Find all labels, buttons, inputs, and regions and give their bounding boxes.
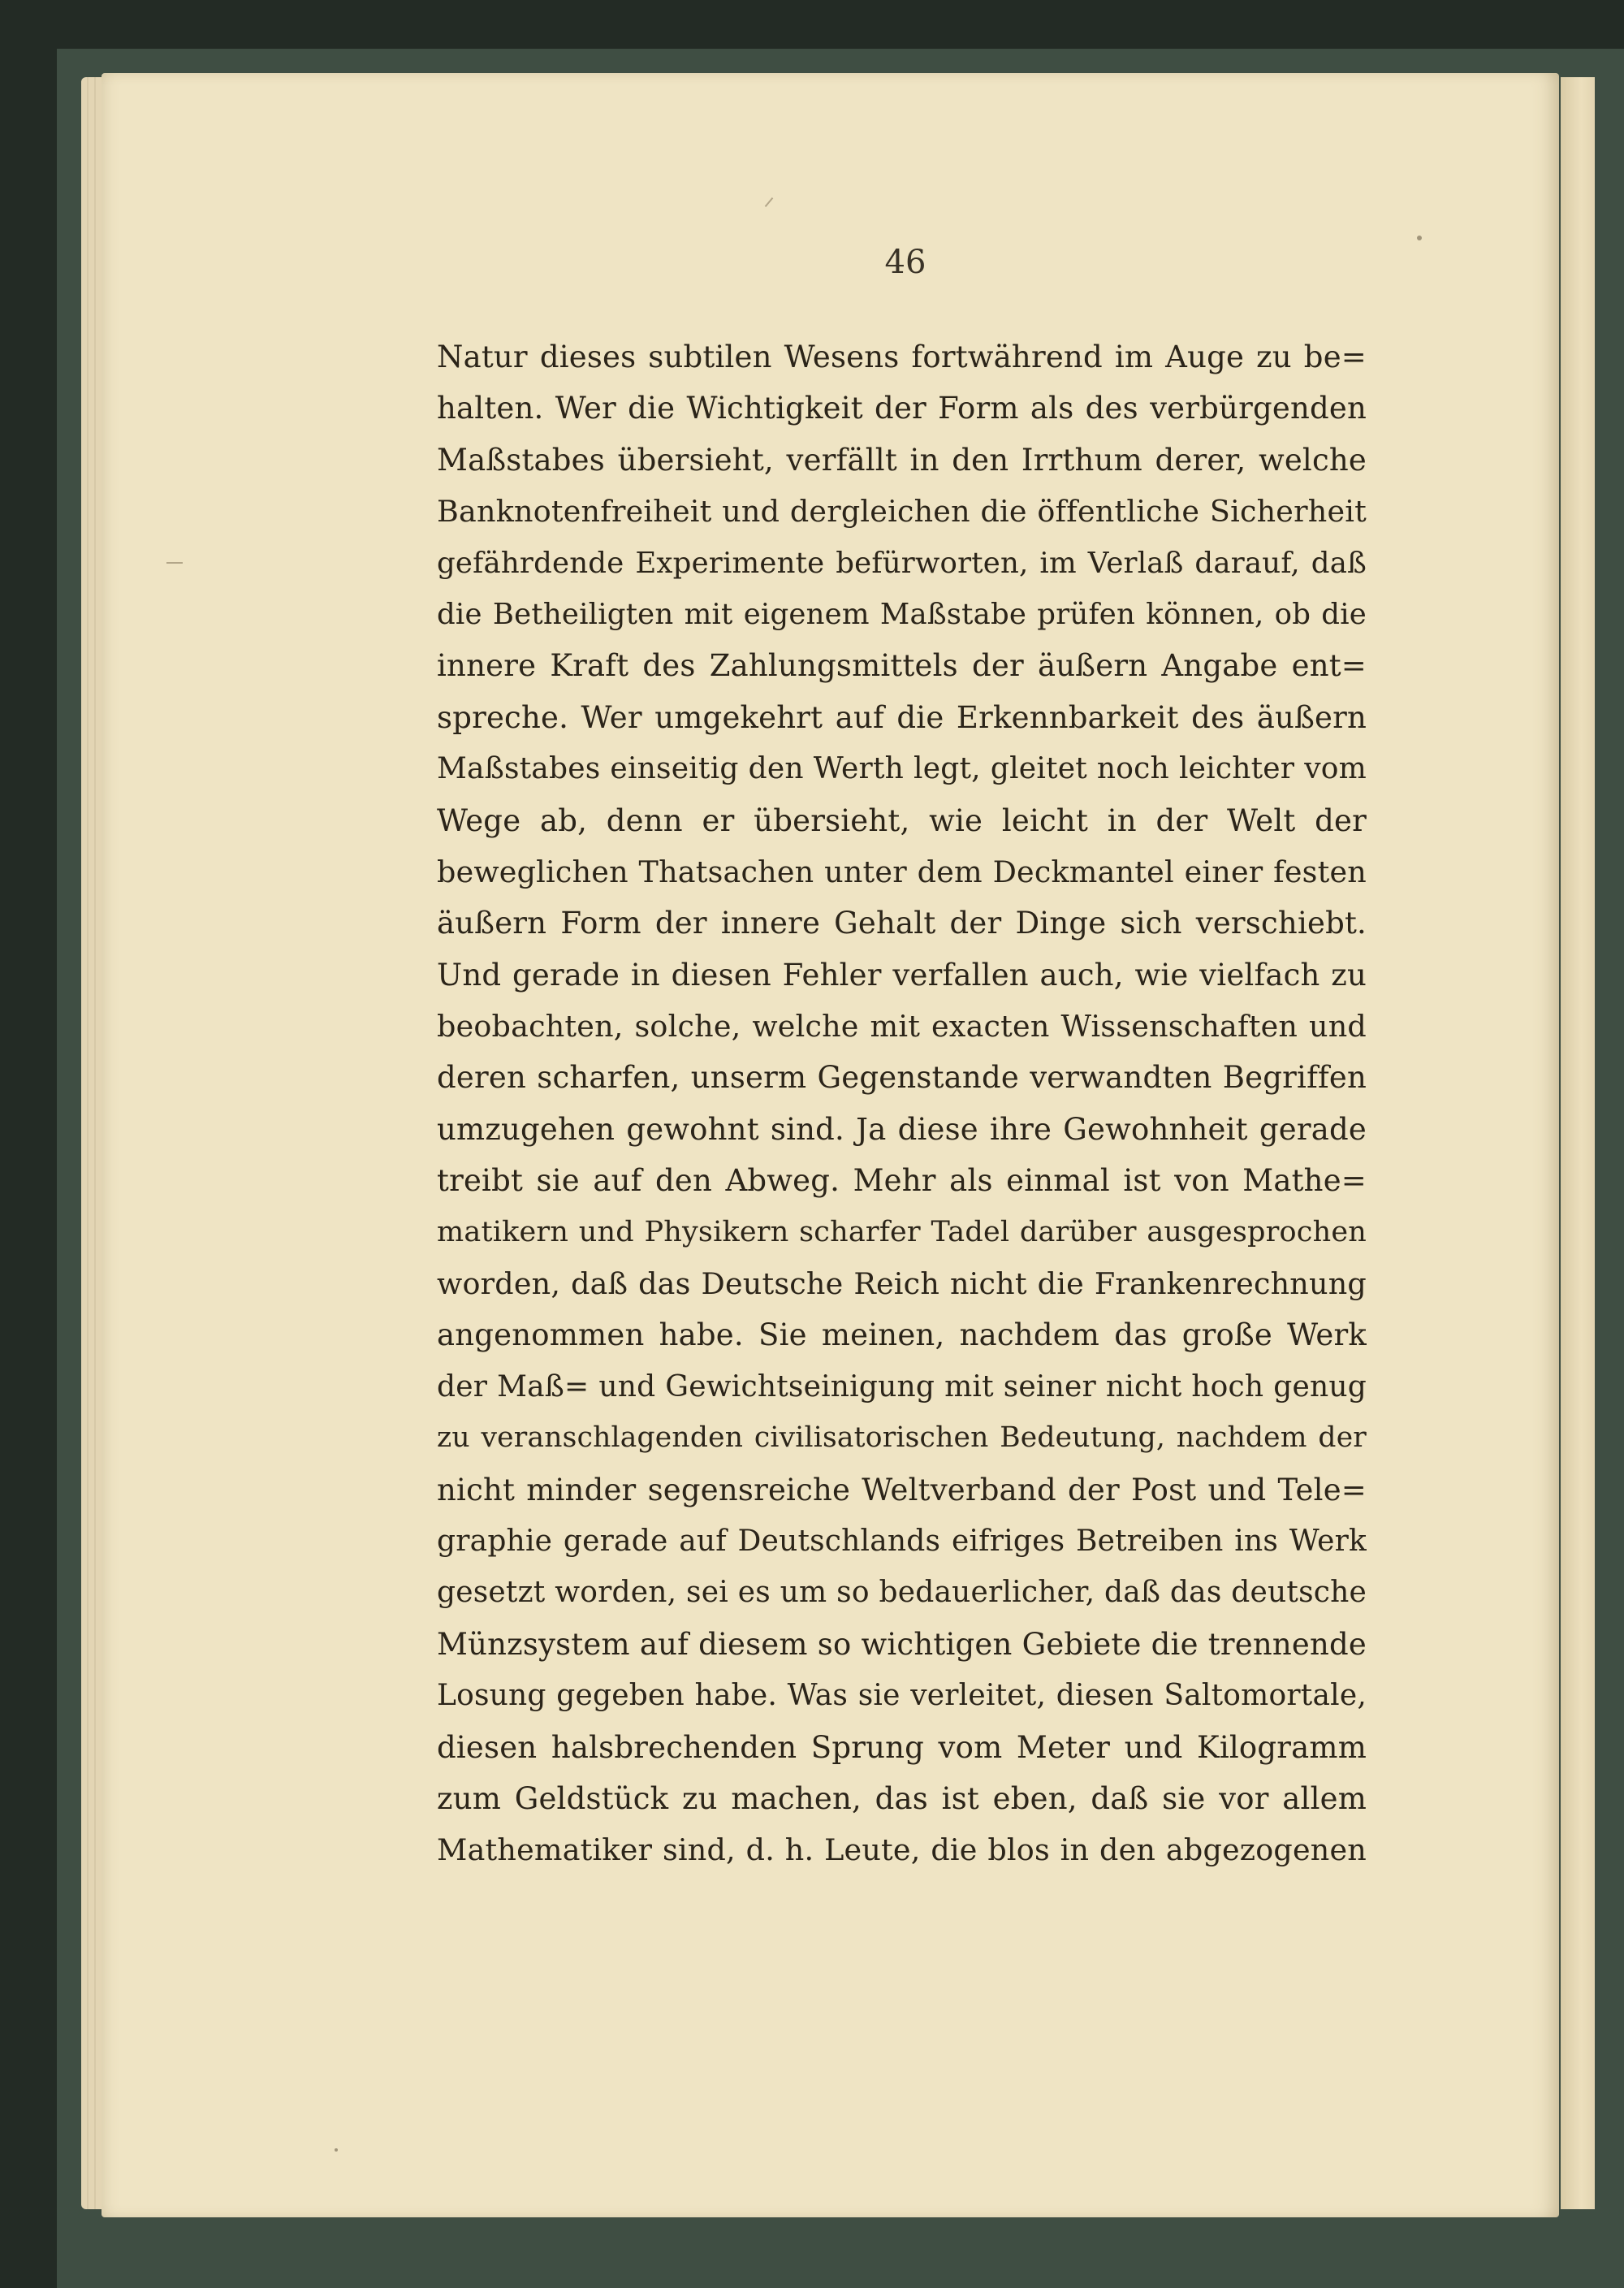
text-line: Und gerade in diesen Fehler verfallen auch, wie vielfach zu [437, 957, 1367, 993]
text-line: gefährdende Experimente befürworten, im Verlaß darauf, daß [437, 546, 1367, 580]
text-line: treibt sie auf den Abweg. Mehr als einmal ist von Mathe= [437, 1163, 1367, 1199]
paper-mark [166, 562, 183, 564]
text-line: matikern und Physikern scharfer Tadel darüber ausgesprochen [437, 1215, 1367, 1248]
text-line: Maßstabes übersieht, verfällt in den Irrthum derer, welche [437, 442, 1367, 478]
body-text [437, 331, 1367, 1876]
text-line: nicht minder segensreiche Weltverband der Post und Tele= [437, 1472, 1367, 1507]
text-line: Wege ab, denn er übersieht, wie leicht in der Welt der [437, 802, 1367, 838]
text-line: beobachten, solche, welche mit exacten Wissenschaften und [437, 1009, 1367, 1045]
text-line: halten. Wer die Wichtigkeit der Form als des verbürgenden [437, 391, 1367, 426]
text-line: spreche. Wer umgekehrt auf die Erkennbarkeit des äußern [437, 699, 1367, 735]
facing-page-edge [1561, 77, 1595, 2209]
paper-speck [1417, 236, 1422, 240]
text-line: umzugehen gewohnt sind. Ja diese ihre Gewohnheit gerade [437, 1111, 1367, 1147]
text-line: graphie gerade auf Deutschlands eifriges Betreiben ins Werk [437, 1524, 1367, 1558]
text-line: zu veranschlagenden civilisatorischen Bedeutung, nachdem der [437, 1421, 1367, 1455]
text-line: Münzsystem auf diesem so wichtigen Gebiete die trennende [437, 1626, 1367, 1662]
text-line: Natur dieses subtilen Wesens fortwährend im Auge zu be= [437, 340, 1367, 374]
text-line: innere Kraft des Zahlungsmittels der äußern Angabe ent= [437, 648, 1367, 684]
text-line: die Betheiligten mit eigenem Maßstabe prüfen können, ob die [437, 597, 1367, 631]
text-line: gesetzt worden, sei es um so bedauerlicher, daß das deutsche [437, 1576, 1367, 1610]
text-line: äußern Form der innere Gehalt der Dinge sich verschiebt. [437, 906, 1367, 941]
text-line: Mathematiker sind, d. h. Leute, die blos in den abgezogenen [437, 1832, 1367, 1868]
text-line: worden, daß das Deutsche Reich nicht die Frankenrechnung [437, 1266, 1367, 1302]
text-line: zum Geldstück zu machen, das ist eben, daß sie vor allem [437, 1780, 1367, 1816]
paper-speck [335, 2148, 338, 2152]
text-line: deren scharfen, unserm Gegenstande verwandten Begriffen [437, 1060, 1367, 1096]
text-line: Losung gegeben habe. Was sie verleitet, diesen Saltomortale, [437, 1679, 1367, 1713]
text-line: diesen halsbrechenden Sprung vom Meter und Kilogramm [437, 1729, 1367, 1765]
page-number: 46 [884, 244, 926, 281]
text-line: beweglichen Thatsachen unter dem Deckmantel einer festen [437, 854, 1367, 889]
text-line: der Maß= und Gewichtseinigung mit seiner nicht hoch genug [437, 1369, 1367, 1404]
text-line: Maßstabes einseitig den Werth legt, gleitet noch leichter vom [437, 752, 1367, 786]
text-line: Banknotenfreiheit und dergleichen die öffentliche Sicherheit [437, 494, 1367, 530]
text-line: angenommen habe. Sie meinen, nachdem das große Werk [437, 1317, 1367, 1353]
